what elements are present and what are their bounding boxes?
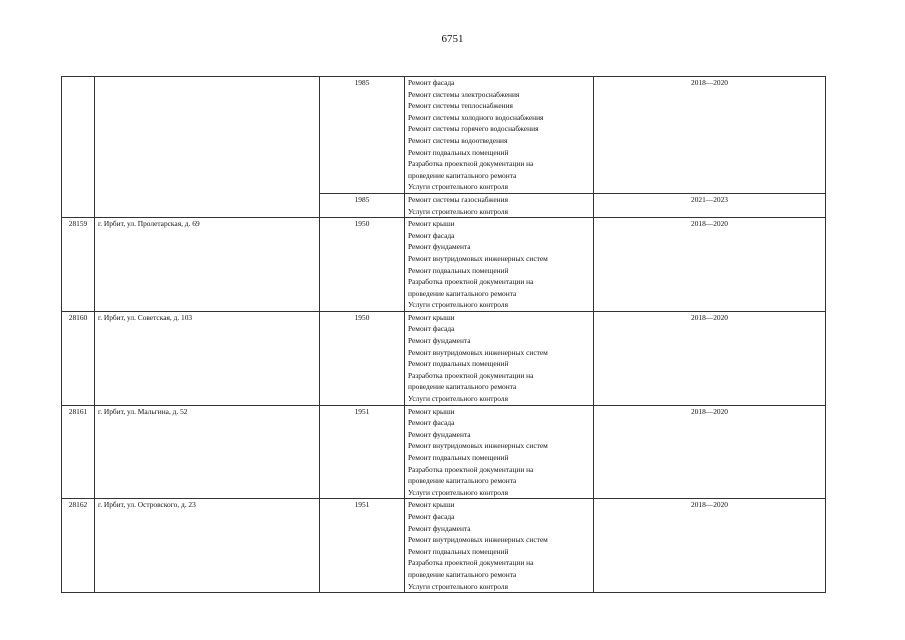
row-period-cell: 2018—2020	[594, 311, 826, 405]
work-item: проведение капитального ремонта	[408, 382, 517, 392]
work-item: Разработка проектной документации на	[408, 159, 534, 169]
work-item: Ремонт фундамента	[408, 336, 471, 346]
work-item: Услуги строительного контроля	[408, 182, 508, 192]
table-row	[62, 311, 826, 405]
work-item: Ремонт крыши	[408, 312, 455, 322]
work-item: Ремонт внутридомовых инженерных систем	[408, 535, 548, 545]
row-works-cell	[405, 499, 594, 593]
work-item: Ремонт системы теплоснабжения	[408, 101, 513, 111]
work-item: Ремонт подвальных помещений	[408, 453, 509, 462]
row-period-cell: 2018—2020	[594, 218, 826, 312]
work-item: Разработка проектной документации на	[408, 370, 534, 380]
work-item: Ремонт фундамента	[408, 242, 471, 252]
work-item: Ремонт внутридомовых инженерных систем	[408, 347, 548, 357]
work-item: Ремонт крыши	[408, 406, 455, 416]
work-item: Услуги строительного контроля	[408, 487, 508, 497]
work-item: Ремонт фасада	[408, 511, 455, 521]
work-item: Ремонт системы электроснабжения	[408, 89, 520, 99]
page-number: 6751	[441, 33, 464, 45]
work-item: проведение капитального ремонта	[408, 288, 517, 298]
work-item: Ремонт внутридомовых инженерных систем	[408, 441, 548, 451]
row-year-cell: 1951	[320, 405, 405, 499]
row-year-cell: 1951	[320, 499, 405, 593]
work-item: Услуги строительного контроля	[408, 300, 508, 310]
work-item: Ремонт фасада	[408, 418, 455, 428]
row-year-cell: 1950	[320, 311, 405, 405]
work-item: проведение капитального ремонта	[408, 569, 517, 579]
work-item: Ремонт системы газоснабжения	[408, 194, 508, 204]
work-item: Ремонт фасада	[408, 324, 455, 334]
work-item: Ремонт системы холодного водоснабжения	[408, 112, 544, 122]
work-item: Ремонт фундамента	[408, 523, 471, 533]
work-item: Разработка проектной документации на	[408, 464, 534, 474]
row-address-cell: г. Ирбит, ул. Пролетарская, д. 69	[95, 218, 320, 312]
row-id-cell: 28161	[62, 405, 95, 499]
work-item: Ремонт фундамента	[408, 429, 471, 439]
row-id-cell: 28162	[62, 499, 95, 593]
row-address-cell: г. Ирбит, ул. Островского, д. 23	[95, 499, 320, 593]
work-item: Ремонт подвальных помещений	[408, 546, 509, 556]
row-period-cell: 2018—2020	[594, 405, 826, 499]
row-period-cell: 2018—2020	[594, 77, 826, 194]
work-item: Ремонт фасада	[408, 78, 455, 87]
row-address-cell: г. Ирбит, ул. Мальгина, д. 52	[95, 405, 320, 499]
work-item: Услуги строительного контроля	[408, 581, 508, 591]
table-row	[62, 499, 826, 593]
work-item: Ремонт подвальных помещений	[408, 265, 509, 275]
row-period-cell: 2021—2023	[594, 193, 826, 217]
work-item: Ремонт подвальных помещений	[408, 359, 509, 369]
row-id-cell	[62, 77, 95, 218]
work-item: проведение капитального ремонта	[408, 476, 517, 486]
work-item: Ремонт фасада	[408, 230, 455, 240]
row-year-cell: 1985	[320, 77, 405, 194]
repair-schedule-table	[61, 76, 826, 593]
work-item: Ремонт внутридомовых инженерных систем	[408, 253, 548, 263]
row-year-cell: 1985	[320, 193, 405, 217]
row-works-cell	[405, 405, 594, 499]
work-item: Ремонт системы горячего водоснабжения	[408, 124, 539, 134]
work-item: Ремонт системы водоотведения	[408, 135, 508, 145]
row-id-cell: 28159	[62, 218, 95, 312]
row-works-cell	[405, 77, 594, 194]
row-works-cell	[405, 193, 594, 217]
work-item: Разработка проектной документации на	[408, 277, 534, 287]
row-address-cell: г. Ирбит, ул. Советская, д. 103	[95, 311, 320, 405]
row-works-cell	[405, 218, 594, 312]
row-year-cell: 1950	[320, 218, 405, 312]
work-item: Услуги строительного контроля	[408, 394, 508, 404]
table-row	[62, 218, 826, 312]
work-item: Услуги строительного контроля	[408, 206, 508, 216]
work-item: проведение капитального ремонта	[408, 170, 517, 180]
work-item: Ремонт крыши	[408, 500, 455, 510]
row-period-cell: 2018—2020	[594, 499, 826, 593]
work-item: Разработка проектной документации на	[408, 558, 534, 568]
row-address-cell	[95, 77, 320, 218]
row-works-cell	[405, 311, 594, 405]
work-item: Ремонт крыши	[408, 219, 455, 229]
row-id-cell: 28160	[62, 311, 95, 405]
work-item: Ремонт подвальных помещений	[408, 147, 509, 157]
table-row	[62, 77, 826, 194]
table-row	[62, 405, 826, 499]
